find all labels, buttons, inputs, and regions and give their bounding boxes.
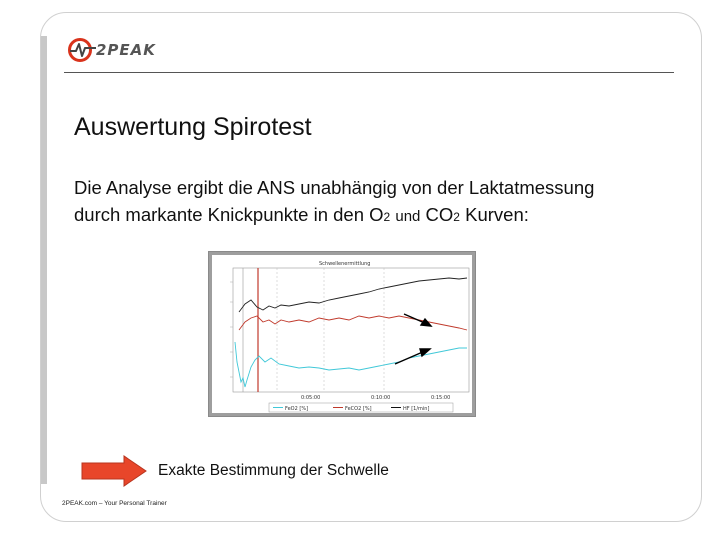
o2-subscript: 2 bbox=[383, 210, 391, 224]
2peak-logo bbox=[66, 34, 196, 66]
chart-title: Schwellenermittlung bbox=[319, 261, 371, 267]
footer-text: 2PEAK.com – Your Personal Trainer bbox=[62, 500, 167, 507]
body-text-kurven: Kurven: bbox=[465, 204, 529, 225]
right-arrow-icon bbox=[80, 454, 148, 488]
slide-title: Auswertung Spirotest bbox=[74, 113, 312, 141]
body-text-o2: durch markante Knickpunkte in den O bbox=[74, 204, 384, 225]
body-text-co2: CO bbox=[425, 204, 454, 225]
spirometry-chart bbox=[208, 251, 476, 417]
co2-subscript: 2 bbox=[453, 210, 460, 224]
left-accent-bar bbox=[41, 36, 47, 484]
x-tick-label: 0:05:00 bbox=[301, 395, 321, 401]
header-divider bbox=[64, 72, 674, 73]
body-line-1: Die Analyse ergibt die ANS unabhängig von der Laktatmessung bbox=[74, 177, 595, 198]
body-line-2 bbox=[74, 201, 674, 231]
legend-label: FeCO2 [%] bbox=[345, 406, 372, 412]
x-tick-label: 0:10:00 bbox=[371, 395, 391, 401]
legend-label: FeO2 [%] bbox=[285, 406, 309, 412]
body-word-und: und bbox=[395, 208, 421, 225]
callout-text: Exakte Bestimmung der Schwelle bbox=[158, 462, 389, 479]
legend-label: HF [1/min] bbox=[403, 406, 430, 412]
x-tick-label: 0:15:00 bbox=[431, 395, 451, 401]
logo-text: 2PEAK bbox=[96, 41, 156, 59]
body-paragraph bbox=[74, 174, 674, 231]
